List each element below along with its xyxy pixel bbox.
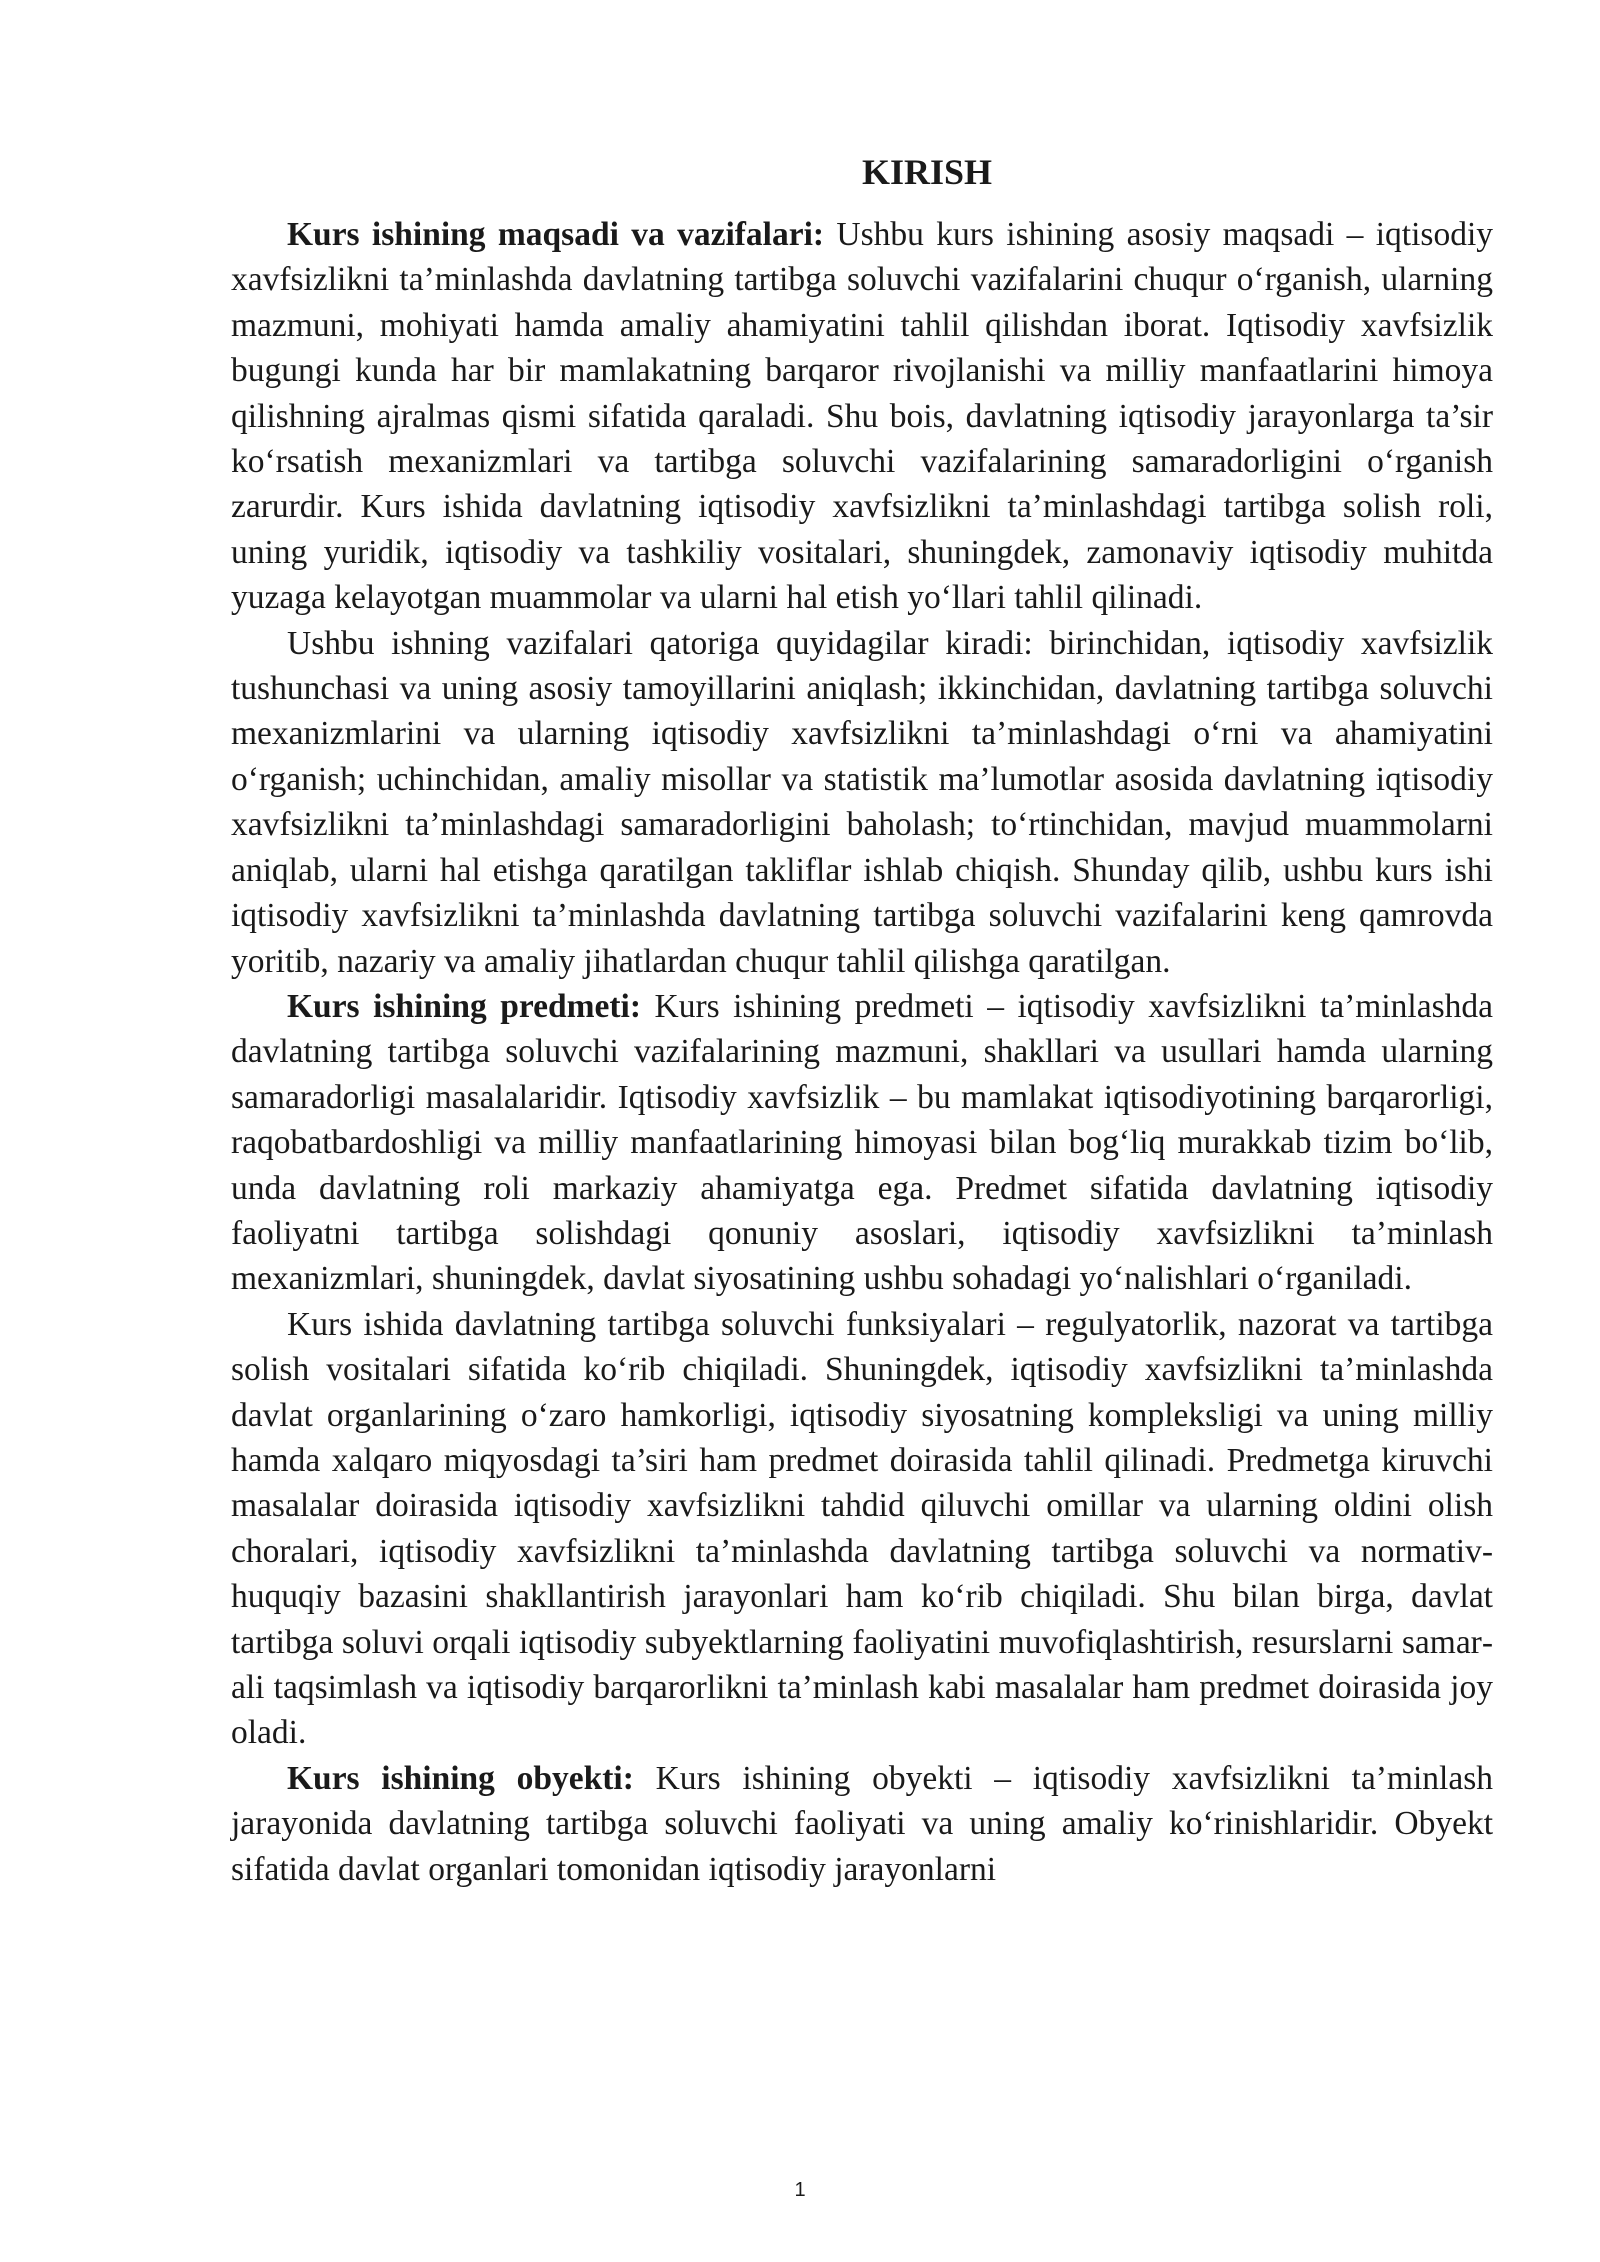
paragraph-subject-details (231, 1302, 1493, 1756)
paragraph-lead: Kurs ishining maqsadi va vazifalari: (287, 216, 825, 253)
page-number: 1 (794, 2179, 806, 2201)
paragraph-lead: Kurs ishining predmeti: (287, 987, 642, 1025)
paragraph-text: Ushbu ishning vazifalari qatoriga quyidagilar kiradi: birinchidan, iqtisodiy xavfsizlik tushunchasi va uning asosiy tamoyillarini aniqlash; ikkinchidan, davlatning tartibga soluvchi mexanizmlarini va ularning iqtisodiy xavfsizlikni ta’minlashdagi o‘rni va ahamiyatini o‘rganish; uchinchidan, amaliy misollar va statistik ma’lumotlar asosida davlatning iqtisodiy xavfsizlikni ta’minlashdagi samaradorligini baholash; to‘rtinchidan, mavjud muammolarni aniqlab, ularni hal etishga qaratilgan takliflar ishlab chiqish. Shunday qilib, ushbu kurs ishi iqtisodiy xavfsizlikni ta’minlashda davlatning tartibga soluvchi vazifalarini keng qamrovda yoritib, nazariy va amaliy jihatlardan chuqur tahlil qilishga qaratilgan. (231, 624, 1493, 980)
paragraph-text: Kurs ishining obyekti – iqtisodiy xavfsizlikni ta’minlash jarayonida davlatning tartibga soluvchi faoliyati va uning amaliy ko‘rinishlaridir. Obyekt sifatida davlat organlari tomonidan iqtisodiy jarayonlarni (231, 1759, 1493, 1888)
paragraph-text: Kurs ishining predmeti – iqtisodiy xavfsizlikni ta’minlashda davlatning tartibga soluvchi vazifalarining mazmuni, shakllari va usullari hamda ularning samaradorligi masalalaridir. Iqtisodiy xavfsizlik – bu mamlakat iqtisodiyotining barqarorligi, raqobatbardoshligi va milliy manfaatlarining himoyasi bilan bog‘liq murakkab tizim bo‘lib, unda davlatning roli markaziy ahamiyatga ega. Predmet sifatida davlatning iqtisodiy faoliyatni tartibga solishdagi qonuniy asoslari, iqtisodiy xavfsizlikni ta’minlash mexanizmlari, shuningdek, davlat siyosatining ushbu sohadagi yo‘nalishlari o‘rganiladi. (231, 987, 1493, 1298)
paragraph-text: Ushbu kurs ishining asosiy maqsadi – iqtisodiy xavfsizlikni ta’minlashda davlatning tartibga soluvchi vazifalarini chuqur o‘rganish, ularning mazmuni, mohiyati hamda amaliy ahamiyatini tahlil qilishdan iborat. Iqtisodiy xavfsizlik bugungi kunda har bir mamlakatning barqaror rivojlanishi va milliy manfaatlarini himoya qilishning ajralmas qismi sifatida qaraladi. Shu bois, davlatning iqtisodiy jarayonlarga ta’sir ko‘rsatish mexanizmlari va tartibga soluvchi vazifalarining samaradorligini o‘rganish zarurdir. Kurs ishida davlatning iqtisodiy xavfsizlikni ta’minlashdagi tartibga solish roli, uning yuridik, iqtisodiy va tashkiliy vositalari, shuningdek, zamonaviy iqtisodiy muhitda yuzaga kelayotgan muammolar va ularni hal etish yo‘llari tahlil qilinadi. (231, 216, 1493, 617)
document-page (231, 150, 1493, 1892)
paragraph-lead: Kurs ishining obyekti: (287, 1759, 634, 1797)
paragraph-object (231, 1756, 1493, 1892)
paragraph-tasks (231, 621, 1493, 984)
paragraph-subject (231, 984, 1493, 1302)
paragraph-text: Kurs ishida davlatning tartibga soluvchi funksiyalari – regulyatorlik, nazorat va tartibga solish vositalari sifatida ko‘rib chiqiladi. Shuningdek, iqtisodiy xavfsizlikni ta’minlashda davlat organlarining o‘zaro hamkorligi, iqtisodiy siyosatning kompleksligi va uning milliy hamda xalqaro miqyosdagi ta’siri ham predmet doirasida tahlil qilinadi. Predmetga kiruvchi masalalar doirasida iqtisodiy xavfsizlikni tahdid qiluvchi omillar va ularning oldini olish choralari, iqtisodiy xavfsizlikni ta’minlashda davlatning tartibga soluvchi va normativ-huquqiy bazasini shakllantirish jarayonlari ham ko‘rib chiqiladi. Shu bilan birga, davlat tartibga soluvi orqali iqtisodiy subyektlarning faoliyatini muvofiqlashtirish, resurslarni samarali taqsimlash va iqtisodiy barqarorlikni ta’minlash kabi masalalar ham predmet doirasida joy oladi. (231, 1305, 1493, 1752)
page-title: KIRISH (861, 152, 993, 192)
paragraph-purpose (231, 212, 1493, 621)
